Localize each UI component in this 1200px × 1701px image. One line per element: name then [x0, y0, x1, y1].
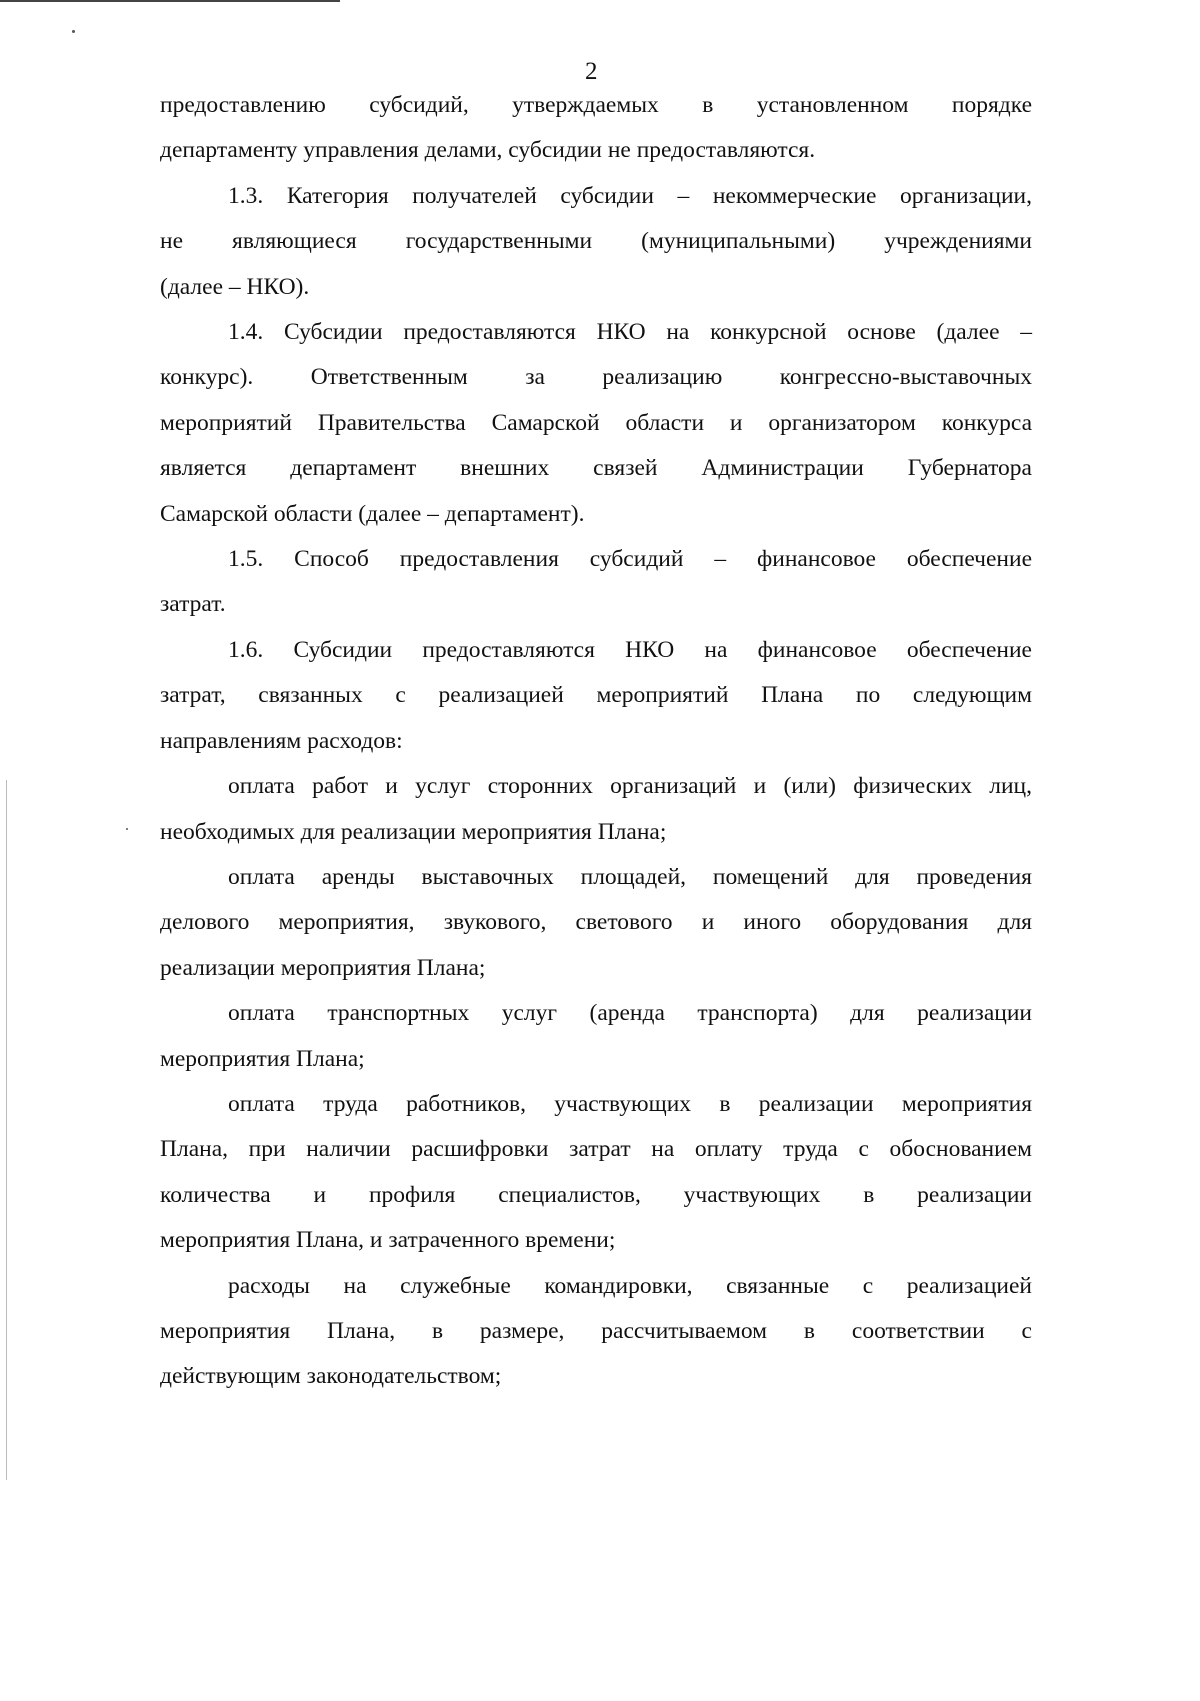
scan-edge-line — [0, 0, 340, 2]
text-line-content: 1.6. Субсидии предоставляются НКО на финансовое обеспечение — [228, 636, 1032, 663]
text-line — [160, 582, 1032, 627]
text-line-content: реализации мероприятия Плана; — [160, 954, 486, 981]
text-line — [160, 1082, 1032, 1127]
scan-speck — [72, 30, 75, 33]
paragraph — [160, 1264, 1032, 1400]
text-line-content: (далее – НКО). — [160, 273, 310, 300]
text-line — [160, 855, 1032, 900]
text-line-content: направлениям расходов: — [160, 727, 403, 754]
text-line-content: 1.4. Субсидии предоставляются НКО на конкурсной основе (далее – — [228, 319, 1032, 346]
text-line — [160, 310, 1032, 355]
text-line — [160, 900, 1032, 945]
text-line — [160, 492, 1032, 537]
text-line — [160, 265, 1032, 310]
text-line — [160, 355, 1032, 400]
scan-edge-line — [6, 780, 7, 1480]
text-line — [160, 1127, 1032, 1172]
text-line — [160, 764, 1032, 809]
text-line-content: предоставлению субсидий, утверждаемых в установленном порядке — [160, 92, 1032, 118]
text-line-content: мероприятия Плана, в размере, рассчитываемом в соответствии с — [160, 1317, 1032, 1344]
text-line-content: затрат, связанных с реализацией мероприятий Плана по следующим — [160, 682, 1032, 709]
text-line — [160, 1173, 1032, 1218]
text-line-content: департаменту управления делами, субсидии не предоставляются. — [160, 137, 816, 164]
text-line — [160, 1354, 1032, 1399]
paragraph — [160, 174, 1032, 310]
paragraph — [160, 991, 1032, 1082]
text-line-content: оплата работ и услуг сторонних организаций и (или) физических лиц, — [228, 773, 1032, 800]
text-line-content: необходимых для реализации мероприятия Плана; — [160, 818, 667, 845]
paragraph — [160, 83, 1032, 174]
text-line — [160, 810, 1032, 855]
text-line-content: оплата аренды выставочных площадей, помещений для проведения — [228, 863, 1032, 890]
text-line-content: оплата транспортных услуг (аренда транспорта) для реализации — [228, 1000, 1032, 1027]
text-line-content: 1.5. Способ предоставления субсидий – финансовое обеспечение — [228, 546, 1032, 573]
paragraph — [160, 1082, 1032, 1264]
scan-speck — [126, 828, 128, 830]
text-line-content: Самарской области (далее – департамент). — [160, 500, 585, 527]
text-line-content: конкурс). Ответственным за реализацию конгрессно-выставочных — [160, 364, 1032, 391]
text-line — [160, 537, 1032, 582]
text-line-content: действующим законодательством; — [160, 1363, 502, 1390]
text-line — [160, 946, 1032, 991]
text-line — [160, 401, 1032, 446]
text-line-content: расходы на служебные командировки, связанные с реализацией — [228, 1272, 1032, 1299]
text-line — [160, 83, 1032, 128]
document-body — [160, 83, 1032, 1400]
text-line — [160, 1037, 1032, 1082]
text-line — [160, 673, 1032, 718]
paragraph — [160, 855, 1032, 991]
text-line — [160, 991, 1032, 1036]
text-line-content: мероприятия Плана, и затраченного времени; — [160, 1227, 616, 1254]
paragraph — [160, 537, 1032, 628]
text-line-content: мероприятий Правительства Самарской области и организатором конкурса — [160, 409, 1032, 436]
text-line-content: является департамент внешних связей Администрации Губернатора — [160, 455, 1032, 482]
paragraph — [160, 628, 1032, 764]
text-line-content: 1.3. Категория получателей субсидии – некоммерческие организации, — [228, 182, 1032, 209]
text-line — [160, 446, 1032, 491]
page-number: 2 — [585, 58, 598, 85]
text-line-content: оплата труда работников, участвующих в реализации мероприятия — [228, 1090, 1032, 1117]
paragraph — [160, 764, 1032, 855]
text-line — [160, 1309, 1032, 1354]
text-line-content: мероприятия Плана; — [160, 1045, 365, 1072]
text-line-content: Плана, при наличии расшифровки затрат на оплату труда с обоснованием — [160, 1136, 1032, 1163]
text-line — [160, 719, 1032, 764]
text-line-content: количества и профиля специалистов, участвующих в реализации — [160, 1181, 1032, 1208]
text-line — [160, 219, 1032, 264]
text-line-content: делового мероприятия, звукового, светового и иного оборудования для — [160, 909, 1032, 936]
text-line — [160, 174, 1032, 219]
text-line — [160, 1264, 1032, 1309]
text-line — [160, 1218, 1032, 1263]
text-line-content: не являющиеся государственными (муниципальными) учреждениями — [160, 228, 1032, 255]
text-line — [160, 628, 1032, 673]
text-line-content: затрат. — [160, 591, 226, 618]
text-line — [160, 128, 1032, 173]
paragraph — [160, 310, 1032, 537]
